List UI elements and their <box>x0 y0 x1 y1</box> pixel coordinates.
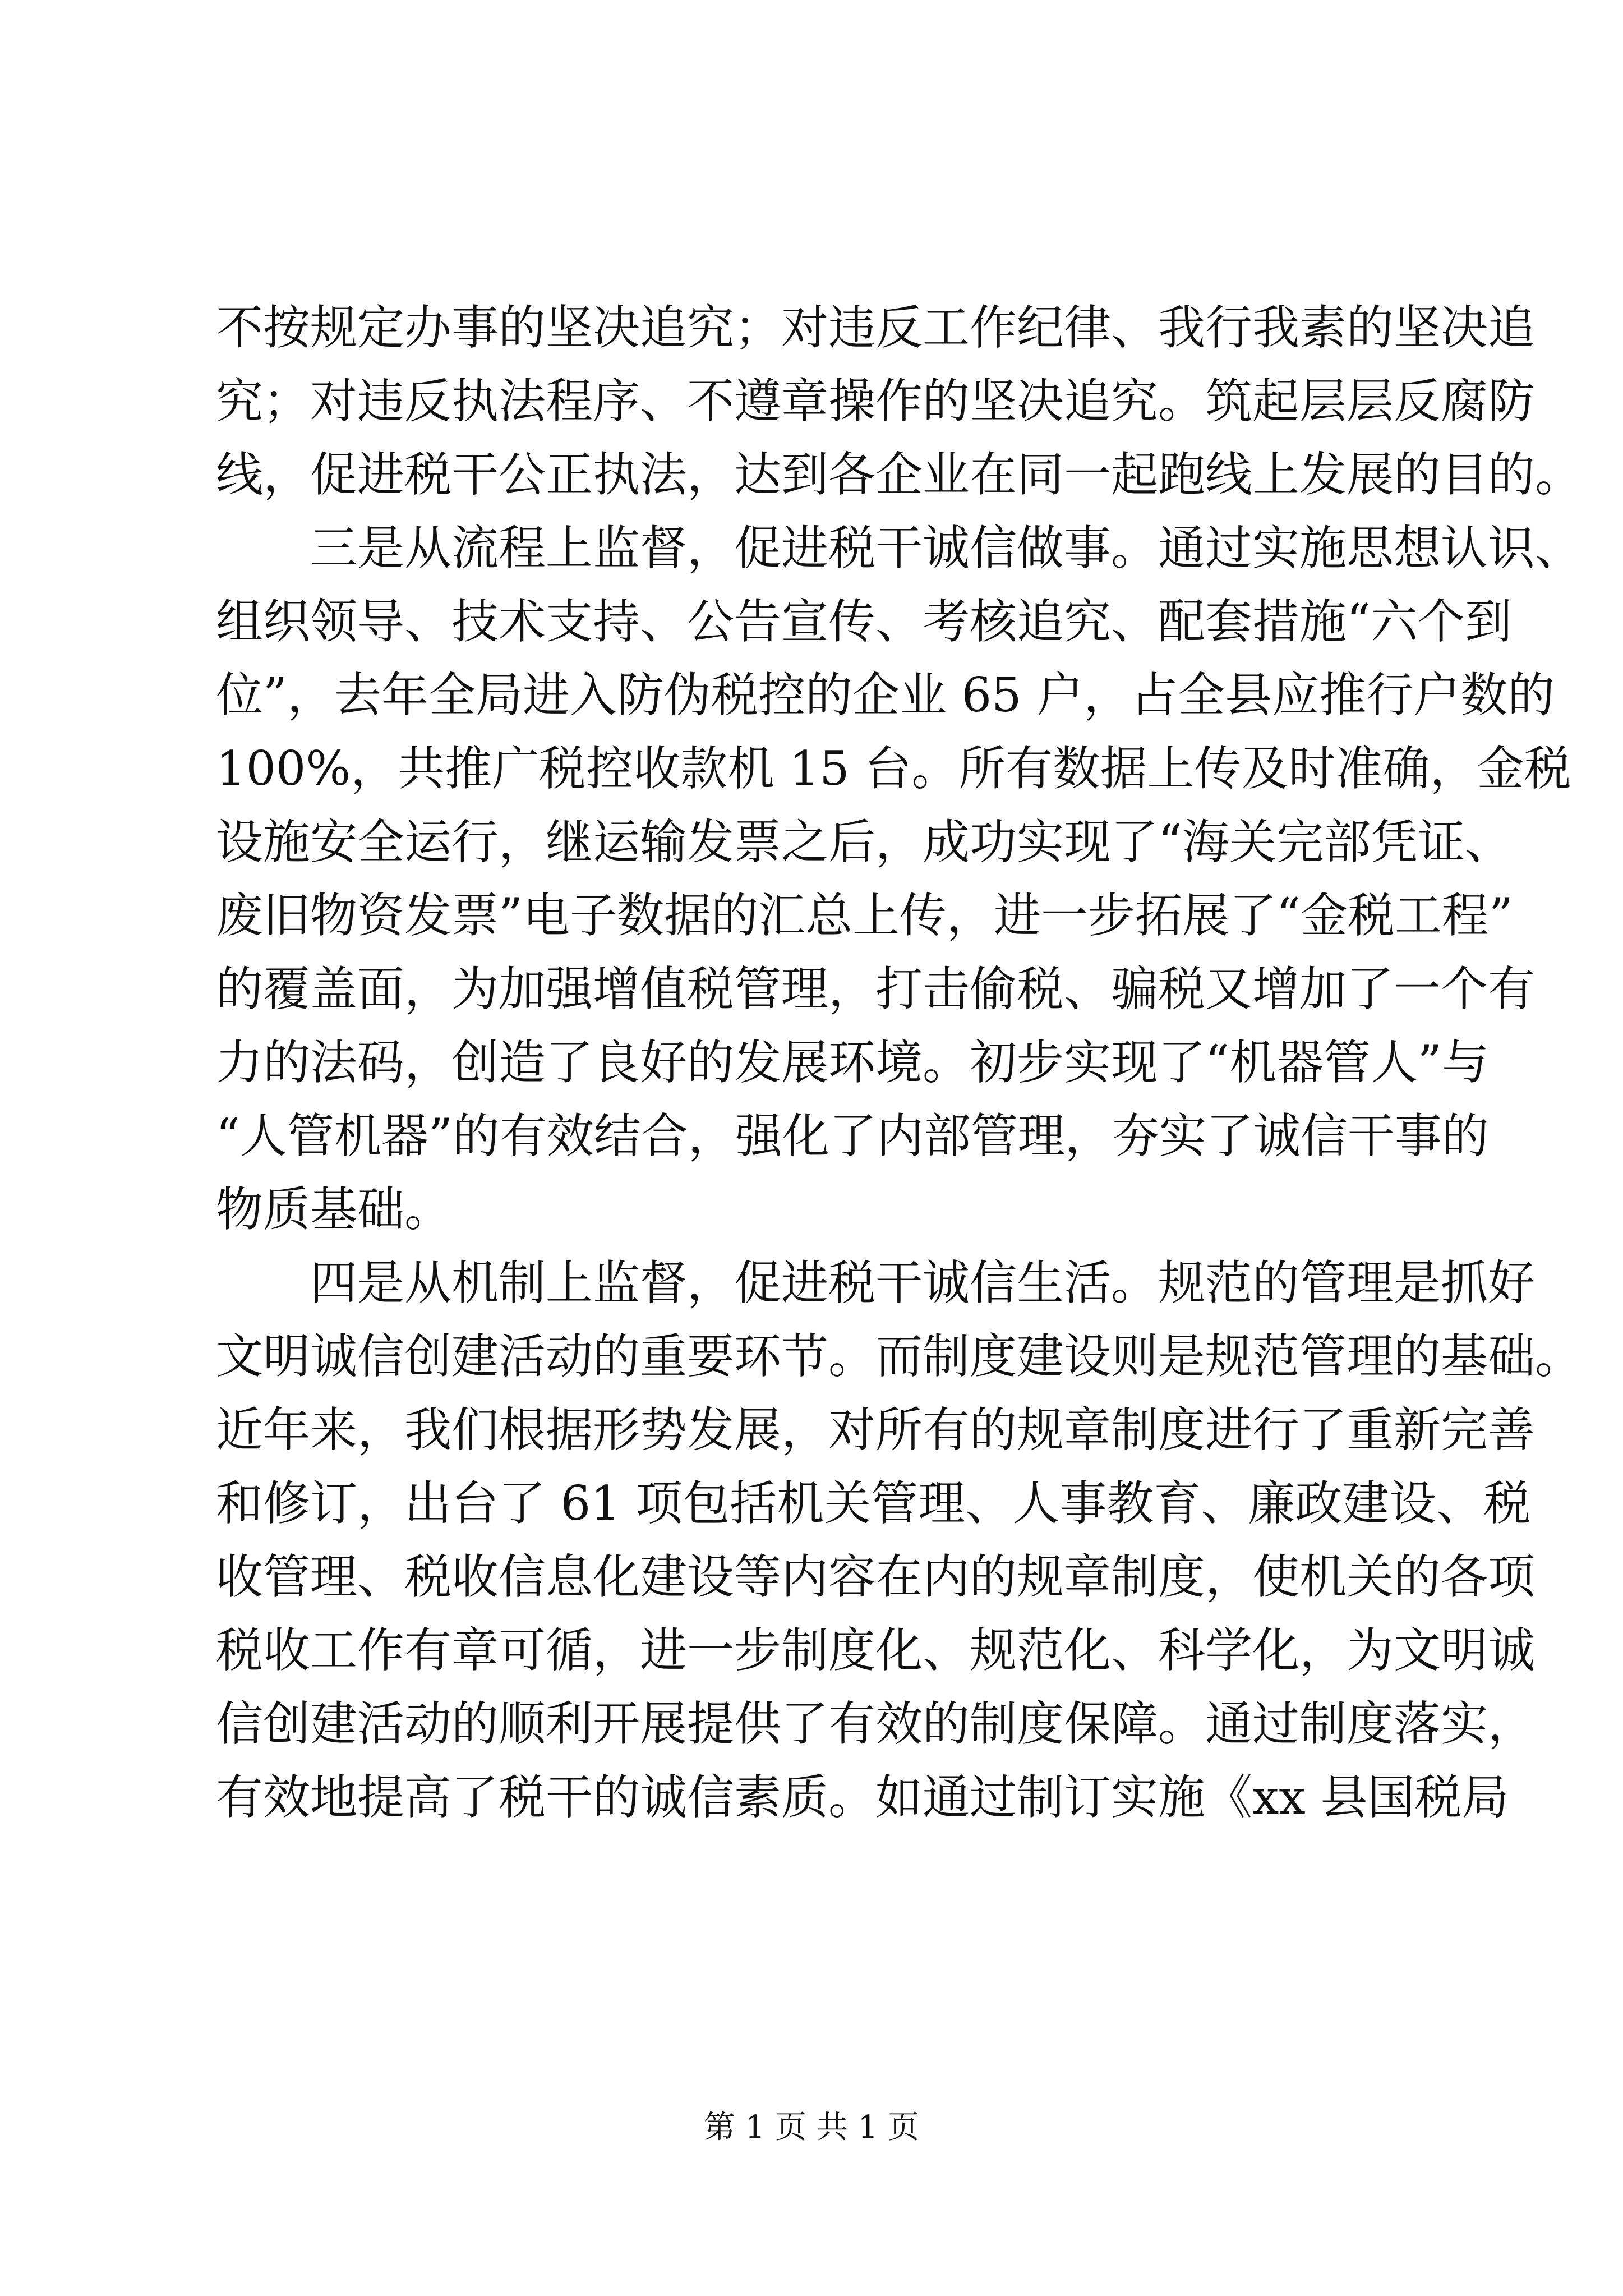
text-line: 组织领导、技术支持、公告宣传、考核追究、配套措施“六个到 <box>216 594 1512 649</box>
page-footer: 第 1 页 共 1 页 <box>703 2109 920 2146</box>
text-line: 线，促进税干公正执法，达到各企业在同一起跑线上发展的目的。 <box>216 447 1583 502</box>
text-line: 设施安全运行，继运输发票之后，成功实现了“海关完部凭证、 <box>216 815 1512 869</box>
text-line: 近年来，我们根据形势发展，对所有的规章制度进行了重新完善 <box>216 1402 1536 1457</box>
text-line: 收管理、税收信息化建设等内容在内的规章制度，使机关的各项 <box>216 1549 1536 1604</box>
text-line: 废旧物资发票”电子数据的汇总上传，进一步拓展了“金税工程” <box>216 888 1513 943</box>
text-line: 文明诚信创建活动的重要环节。而制度建设则是规范管理的基础。 <box>216 1329 1583 1384</box>
text-line: 税收工作有章可循，进一步制度化、规范化、科学化，为文明诚 <box>216 1623 1536 1678</box>
paragraph-start-line: 四是从机制上监督，促进税干诚信生活。规范的管理是抓好 <box>310 1255 1536 1310</box>
text-line: “人管机器”的有效结合，强化了内部管理，夯实了诚信干事的 <box>216 1108 1489 1163</box>
text-line: 位”，去年全局进入防伪税控的企业 65 户，占全县应推行户数的 <box>216 668 1555 723</box>
text-line: 究；对违反执法程序、不遵章操作的坚决追究。筑起层层反腐防 <box>216 374 1536 429</box>
text-line: 有效地提高了税干的诚信素质。如通过制订实施《xx 县国税局 <box>216 1770 1509 1825</box>
paragraph-start-line: 三是从流程上监督，促进税干诚信做事。通过实施思想认识、 <box>310 521 1583 576</box>
text-line: 和修订，出台了 61 项包括机关管理、人事教育、廉政建设、税 <box>216 1476 1531 1531</box>
text-line: 力的法码，创造了良好的发展环境。初步实现了“机器管人”与 <box>216 1035 1489 1090</box>
text-line: 的覆盖面，为加强增值税管理，打击偷税、骗税又增加了一个有 <box>216 961 1536 1016</box>
text-line: 信创建活动的顺利开展提供了有效的制度保障。通过制度落实， <box>216 1696 1536 1751</box>
text-line: 物质基础。 <box>216 1182 452 1237</box>
text-line: 100%，共推广税控收款机 15 台。所有数据上传及时准确，金税 <box>216 741 1571 796</box>
text-line: 不按规定办事的坚决追究；对违反工作纪律、我行我素的坚决追 <box>216 300 1536 355</box>
